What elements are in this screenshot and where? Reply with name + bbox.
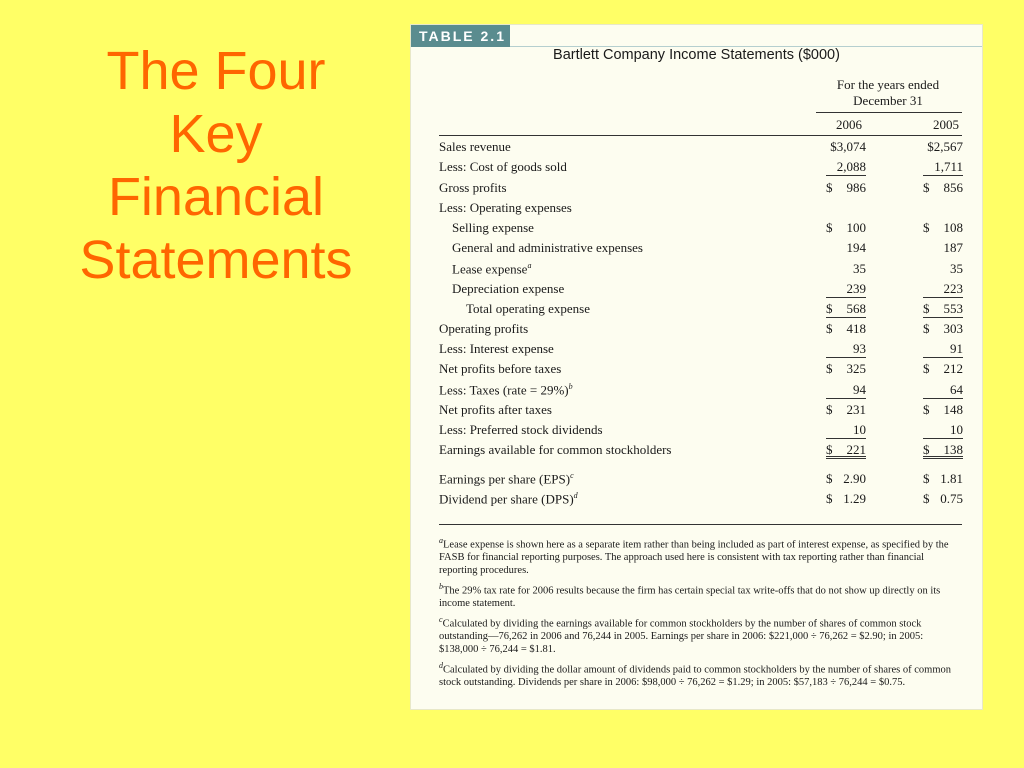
value-2005: 0.75: [940, 491, 963, 506]
footnote-rule: [439, 524, 962, 525]
value-2006: 194: [846, 240, 866, 255]
value-2006: 986: [846, 180, 866, 195]
slide-title: [30, 40, 402, 292]
slide-title-line: Key: [169, 104, 263, 164]
footnote-text: Lease expense is shown here as a separate item rather than being included as part of interest expense, as specified by the FASB for financial reporting purposes. The approach used here is consistent with tax reporting rather than financial reporting procedures.: [439, 539, 949, 576]
table-title: Bartlett Company Income Statements ($000): [553, 47, 840, 63]
dollar-sign: $: [826, 491, 833, 506]
value-2005: 148: [943, 402, 963, 417]
value-2005: 212: [943, 361, 963, 376]
row-label: Operating profits: [439, 321, 529, 336]
dollar-sign: $: [826, 402, 833, 417]
table-row: [439, 361, 969, 381]
footnote: [439, 535, 959, 577]
table-badge: TABLE 2.1: [411, 25, 510, 47]
value-2005: 64: [923, 382, 963, 399]
row-label: Less: Interest expense: [439, 341, 554, 356]
table-row: [439, 422, 969, 442]
table-row: [439, 382, 969, 402]
slide-title-line: The Four: [106, 41, 326, 101]
footnote-marker: b: [568, 382, 573, 391]
dollar-sign: $: [923, 491, 930, 506]
value-2006: 10: [826, 422, 866, 439]
table-row: [439, 301, 969, 321]
row-label-wrap: [439, 471, 574, 487]
row-label: Earnings per share (EPS): [439, 471, 571, 487]
table-row: [439, 180, 969, 200]
row-label: Less: Operating expenses: [439, 200, 572, 215]
dollar-sign: $: [826, 361, 833, 376]
value-2006: 568: [826, 301, 866, 318]
value-2005: 138: [923, 442, 963, 459]
footnote-marker: d: [573, 491, 578, 500]
dollar-sign: $: [923, 442, 930, 457]
period-header-line: December 31: [853, 93, 923, 108]
footnote: [439, 660, 959, 690]
dollar-sign: $: [923, 361, 930, 376]
dollar-sign: $: [826, 301, 833, 316]
period-header-line: For the years ended: [836, 77, 940, 92]
footnote-marker: a: [527, 261, 532, 270]
row-label: Less: Cost of goods sold: [439, 159, 567, 174]
value-2006: 418: [846, 321, 866, 336]
dollar-sign: $: [923, 321, 930, 336]
table-row: [439, 321, 969, 341]
dollar-sign: $: [923, 220, 930, 235]
table-row: [439, 159, 969, 179]
row-label: Dividend per share (DPS): [439, 491, 574, 507]
row-label-wrap: [439, 382, 573, 398]
column-header-rule: [439, 135, 962, 136]
slide-title-line: Statements: [79, 230, 353, 290]
row-label: Less: Taxes (rate = 29%): [439, 382, 569, 398]
footnote-text: Calculated by dividing the dollar amount of dividends paid to common stockholders by the number of shares of common stock outstanding. Dividends per share in 2006: $98,000 ÷ 76,262 = $1.29; in 2005: $57,183 ÷ 76,244 = $0.75.: [439, 664, 951, 688]
header-rule: [816, 112, 962, 113]
value-2006: $3,074: [830, 139, 866, 154]
value-2005: 10: [923, 422, 963, 439]
dollar-sign: $: [826, 321, 833, 336]
footnote-marker: c: [570, 471, 574, 480]
value-2006: 239: [826, 281, 866, 298]
value-2006: 221: [826, 442, 866, 459]
dollar-sign: $: [923, 402, 930, 417]
row-label-wrap: [439, 491, 578, 507]
value-2006: 93: [826, 341, 866, 358]
value-2005: [923, 200, 963, 217]
value-2006: 1.29: [843, 491, 866, 506]
footnote-text: Calculated by dividing the earnings available for common stockholders by the number of shares of common stock outstanding—76,262 in 2006 and 76,244 in 2005. Earnings per share in 2006: $221,000 ÷ 76,262 = $2.90; in 2005: $138,000 ÷ 76,244 = $1.81.: [439, 618, 924, 655]
dollar-sign: $: [826, 442, 833, 457]
table-row: [439, 240, 969, 260]
value-2005: 223: [923, 281, 963, 298]
footnote-text: The 29% tax rate for 2006 results because the firm has certain special tax write-offs that do not show up directly on its income statement.: [439, 585, 941, 609]
slide-title-line: Financial: [107, 167, 325, 227]
table-row: [439, 341, 969, 361]
year-2005-header: 2005: [933, 117, 959, 132]
value-2005: 1,711: [923, 159, 963, 176]
row-label: Lease expense: [452, 261, 528, 277]
row-label: Total operating expense: [466, 301, 590, 316]
value-2005: 35: [950, 261, 963, 276]
footnotes: [439, 535, 959, 693]
table-row: [439, 402, 969, 422]
value-2005: 856: [943, 180, 963, 195]
table-row: [439, 200, 969, 220]
row-label: Depreciation expense: [452, 281, 565, 296]
dollar-sign: $: [826, 180, 833, 195]
value-2005: 187: [943, 240, 963, 255]
footnote-marker: b: [439, 581, 443, 591]
table-row: [439, 442, 969, 462]
table-row: [439, 281, 969, 301]
value-2006: 2.90: [843, 471, 866, 486]
value-2005: 553: [923, 301, 963, 318]
row-label-wrap: [439, 261, 531, 277]
value-2005: 91: [923, 341, 963, 358]
table-row: [439, 261, 969, 281]
table-row: [439, 220, 969, 240]
footnote-marker: c: [439, 614, 443, 624]
footnote: [439, 581, 959, 611]
dollar-sign: $: [826, 471, 833, 486]
footnote-marker: a: [439, 536, 443, 545]
dollar-sign: $: [923, 301, 930, 316]
table-row: [439, 471, 969, 491]
row-label: General and administrative expenses: [452, 240, 643, 255]
value-2005: 303: [943, 321, 963, 336]
value-2005: 108: [943, 220, 963, 235]
row-label: Net profits after taxes: [439, 402, 552, 417]
dollar-sign: $: [826, 220, 833, 235]
row-label: Net profits before taxes: [439, 361, 562, 376]
row-label: Gross profits: [439, 180, 507, 195]
income-statement-table: [411, 25, 982, 709]
footnote-marker: d: [439, 660, 443, 670]
value-2006: [826, 200, 866, 217]
value-2006: 2,088: [826, 159, 866, 176]
row-label: Selling expense: [452, 220, 534, 235]
value-2005: 1.81: [940, 471, 963, 486]
year-2006-header: 2006: [836, 117, 862, 132]
row-label: Earnings available for common stockholders: [439, 442, 672, 457]
table-row: [439, 491, 969, 511]
row-label: Sales revenue: [439, 139, 511, 154]
row-label: Less: Preferred stock dividends: [439, 422, 603, 437]
value-2006: 231: [846, 402, 866, 417]
dollar-sign: $: [923, 180, 930, 195]
value-2005: $2,567: [927, 139, 963, 154]
footnote: [439, 614, 959, 656]
value-2006: 94: [826, 382, 866, 399]
value-2006: 325: [846, 361, 866, 376]
table-row: [439, 139, 969, 159]
dollar-sign: $: [923, 471, 930, 486]
value-2006: 35: [853, 261, 866, 276]
value-2006: 100: [846, 220, 866, 235]
